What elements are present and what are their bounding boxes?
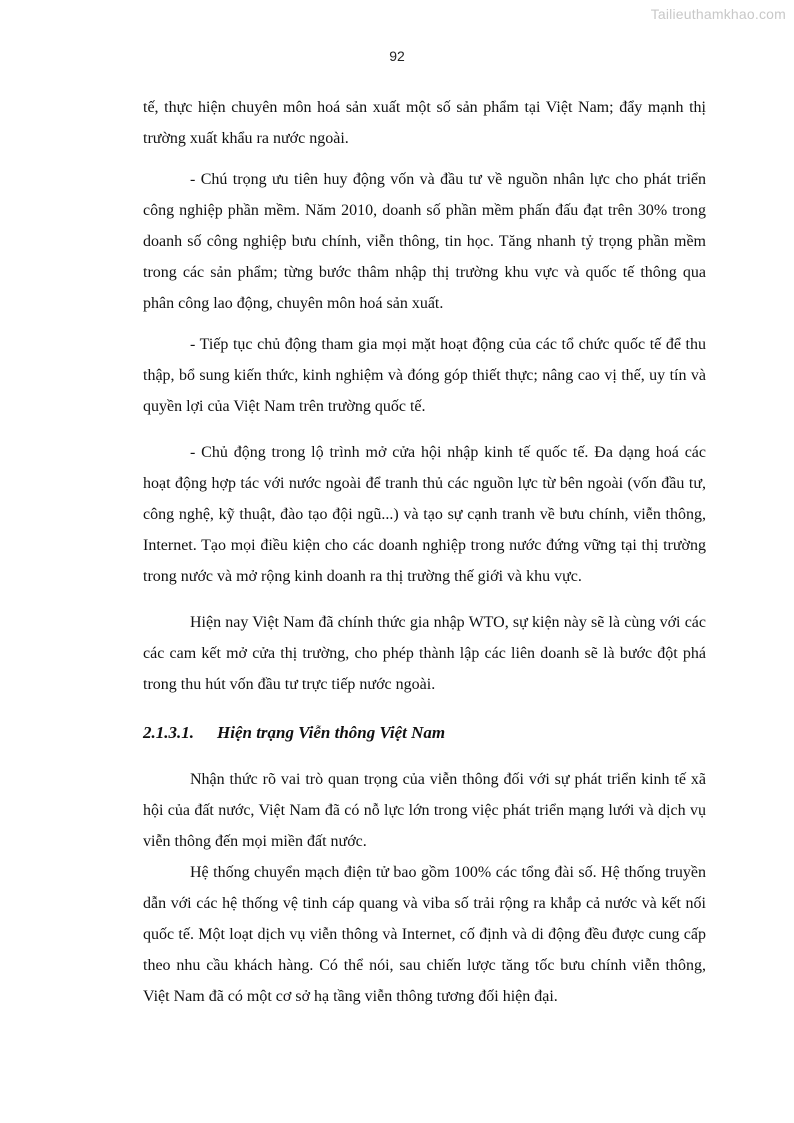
watermark: Tailieuthamkhao.com — [650, 6, 786, 22]
document-body — [143, 92, 706, 1012]
section-title: Hiện trạng Viễn thông Việt Nam — [217, 723, 446, 742]
page-number: 92 — [389, 48, 405, 64]
paragraph-telecom-infrastructure: Hệ thống chuyển mạch điện tử bao gồm 100% các tổng đài số. Hệ thống truyền dẫn với các hệ thống vệ tinh cáp quang và viba số trải rộng ra khắp cả nước và kết nối quốc tế. Một loạt dịch vụ viễn thông và Internet, cố định và di động đều được cung cấp theo nhu cầu khách hàng. Có thể nói, sau chiến lược tăng tốc bưu chính viễn thông, Việt Nam đã có một cơ sở hạ tầng viễn thông tương đối hiện đại. — [143, 864, 706, 1005]
paragraph-international-cooperation: - Tiếp tục chủ động tham gia mọi mặt hoạt động của các tổ chức quốc tế để thu thập, bổ sung kiến thức, kinh nghiệm và đóng góp thiết thực; nâng cao vị thế, uy tín và quyền lợi của Việt Nam trên trường quốc tế. — [143, 336, 706, 415]
paragraph-economic-integration: - Chủ động trong lộ trình mở cửa hội nhập kinh tế quốc tế. Đa dạng hoá các hoạt động hợp tác với nước ngoài để tranh thủ các nguồn lực từ bên ngoài (vốn đầu tư, công nghệ, kỹ thuật, đào tạo đội ngũ...) và tạo sự cạnh tranh về bưu chính, viễn thông, Internet. Tạo mọi điều kiện cho các doanh nghiệp trong nước đứng vững tại thị trường trong nước và mở rộng kinh doanh ra thị trường thế giới và khu vực. — [143, 444, 706, 585]
paragraph-continuation: tế, thực hiện chuyên môn hoá sản xuất một số sản phẩm tại Việt Nam; đẩy mạnh thị trường xuất khẩu ra nước ngoài. — [143, 99, 706, 147]
paragraph-software-investment: - Chú trọng ưu tiên huy động vốn và đầu tư về nguồn nhân lực cho phát triển công nghiệp phần mềm. Năm 2010, doanh số phần mềm phấn đấu đạt trên 30% trong doanh số công nghiệp bưu chính, viễn thông, tin học. Tăng nhanh tỷ trọng phần mềm trong các sản phẩm; từng bước thâm nhập thị trường khu vực và quốc tế thông qua phân công lao động, chuyên môn hoá sản xuất. — [143, 171, 706, 312]
paragraph-wto: Hiện nay Việt Nam đã chính thức gia nhập WTO, sự kiện này sẽ là cùng với các các cam kết mở cửa thị trường, cho phép thành lập các liên doanh sẽ là bước đột phá trong thu hút vốn đầu tư trực tiếp nước ngoài. — [143, 614, 706, 693]
section-heading — [143, 717, 706, 748]
section-number: 2.1.3.1. — [143, 723, 194, 742]
paragraph-telecom-awareness: Nhận thức rõ vai trò quan trọng của viễn thông đối với sự phát triển kinh tế xã hội của đất nước, Việt Nam đã có nỗ lực lớn trong việc phát triển mạng lưới và dịch vụ viễn thông đến mọi miền đất nước. — [143, 771, 706, 850]
